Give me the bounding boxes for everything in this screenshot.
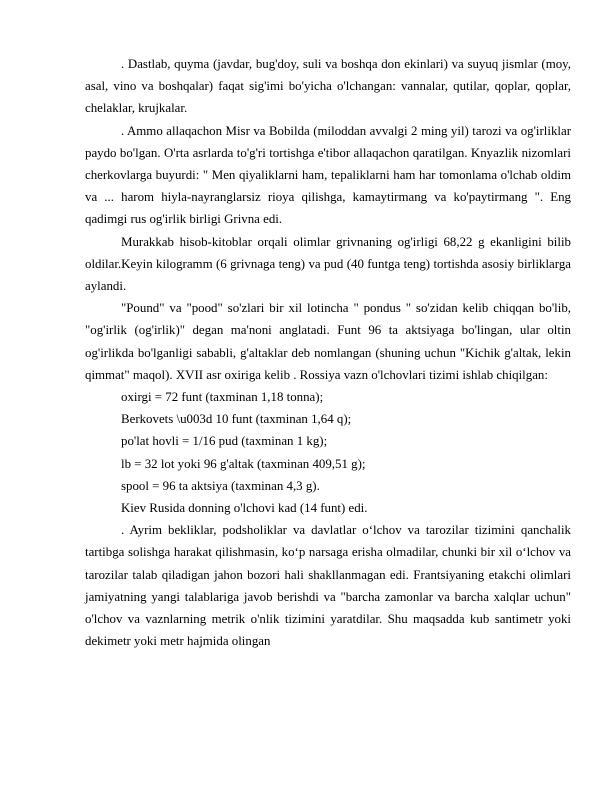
list-item: oxirgi = 72 funt (taxminan 1,18 tonna); xyxy=(121,390,324,405)
list-item: po'lat hovli = 1/16 pud (taxminan 1 kg); xyxy=(121,434,328,449)
paragraph-grain-measures: . Dastlab, quyma (javdar, bug'doy, suli va boshqa don ekinlari) va suyuq jismlar (moy, asal, vino va boshqalar) faqat sig'imi bo'yicha o'lchangan: vannalar, qutilar, qoplar, qoplar, chelaklar, krujkalar. xyxy=(85,57,571,116)
paragraph-metric-system: . Ayrim bekliklar, podsholiklar va davlatlar o‘lchov va tarozilar tizimini qanchalik tartibga solishga harakat qilishmasin, ko‘p narsaga erisha olmadilar, chunki bir xil o‘lchov va tarozilar talab qiladigan jahon bozori hali shakllanmagan edi. Frantsiyaning etakchi olimlari jamiyatning yangi talablariga javob berishdi va "barcha zamonlar va barcha xalqlar uchun" o'lchov va vaznlarning metrik o'nlik tizimini yaratdilar. Shu maqsadda kub santimetr yoki dekimetr yoki metr hajmida olingan xyxy=(85,523,571,649)
paragraph-grivna: Murakkab hisob-kitoblar orqali olimlar grivnaning og'irligi 68,22 g ekanligini bilib oldilar.Keyin kilogramm (6 grivnaga teng) va pud (40 funtga teng) tortishda asosiy birliklarga aylandi. xyxy=(85,234,571,294)
paragraph-pound-pood: "Pound" va "pood" so'zlari bir xil lotincha " pondus " so'zidan kelib chiqqan bo'lib, "og'irlik (og'irlik)" degan ma'noni anglatadi. Funt 96 ta aktsiyaga bo'lingan, ular oltin og'irlikda bo'lganligi sababli, g'altaklar deb nomlangan (shuning uchun "Kichik g'altak, lekin qimmat" maqol). XVII asr oxiriga kelib . Rossiya vazn o'lchovlari tizimi ishlab chiqilgan: xyxy=(85,301,571,382)
document-page xyxy=(85,53,571,652)
list-item: Kiev Rusida donning o'lchovi kad (14 funt) edi. xyxy=(121,501,368,516)
paragraph-egypt-babylon: . Ammo allaqachon Misr va Bobilda (miloddan avvalgi 2 ming yil) tarozi va og'irliklar paydo bo'lgan. O'rta asrlarda to'g'ri tortishga e'tibor allaqachon qaratilgan. Knyazlik nizomlari cherkovlarga buyurdi: " Men qiyaliklarni ham, tepaliklarni ham har tomonlama o'lchab oldim va ... harom hiyla-nayranglarsiz rioya qilishga, kamaytirmang va ko'paytirmang ". Eng qadimgi rus og'irlik birligi Grivna edi. xyxy=(85,123,571,227)
list-item: Berkovets \u003d 10 funt (taxminan 1,64 q); xyxy=(121,412,352,427)
list-item: spool = 96 ta aktsiya (taxminan 4,3 g). xyxy=(121,478,320,493)
list-item: lb = 32 lot yoki 96 g'altak (taxminan 409,51 g); xyxy=(121,456,366,471)
